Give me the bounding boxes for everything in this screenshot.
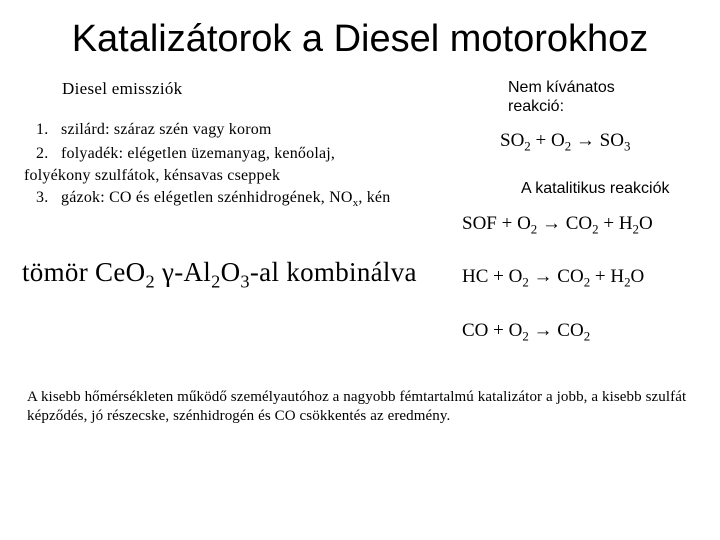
equation-term: CO + O [462,320,523,341]
unwanted-reaction-equation [500,130,630,152]
equation-term: O [630,266,645,287]
item-text: folyadék: elégetlen üzemanyag, kenőolaj, [61,145,336,162]
item-text-tail: , kén [358,189,391,206]
equation-subscript: 3 [623,138,631,154]
equation-subscript: 2 [583,328,591,344]
catalyst-subscript: 2 [211,271,221,292]
item-number: 1. [36,121,49,138]
equation-subscript: 2 [524,138,531,154]
equation-subscript: 2 [624,274,631,290]
item-number: 3. [36,189,49,206]
equation-subscript: 2 [564,138,572,154]
equation-term: → CO [528,266,584,287]
item-text: gázok: CO és elégetlen szénhidrogének, NO [61,189,353,206]
item-number: 2. [36,145,49,162]
equation-subscript: 2 [583,274,591,290]
equation-term: → CO [528,320,584,341]
equation-term: + O [530,130,565,151]
equation-term: → SO [571,130,624,151]
equation-term: SO [500,130,525,151]
equation-term: HC + O [462,266,523,287]
item-subscript: x [352,196,359,209]
emission-item-1 [36,121,272,139]
catalyst-subscript: 2 [145,271,155,292]
item-text: szilárd: száraz szén vagy korom [61,121,272,138]
equation-term: + H [590,266,625,287]
emission-item-2-continued [24,167,280,185]
equation-term: SOF + O [462,213,531,234]
emissions-heading: Diesel emissziók [62,79,183,98]
equation-subscript: 2 [522,328,529,344]
emission-item-3 [36,189,390,207]
conclusion-note: A kisebb hőmérsékleten működő személyautóhoz a nagyobb fémtartalmú katalizátor a jobb, a kisebb szulfát képződés, jó részecske, szénhidrogén és CO csökkentés az eredmény. [27,389,687,424]
catalyst-text: O [220,257,241,287]
catalyst-text: γ-Al [154,257,212,287]
slide-title: Katalizátorok a Diesel motorokhoz [71,18,649,60]
catalyst-subscript: 3 [240,271,250,292]
equation-subscript: 2 [522,274,529,290]
equation-subscript: 2 [632,221,639,237]
equation-term: O [639,213,653,234]
catalyst-text: tömör CeO [22,257,146,287]
catalyst-text: -al kombinálva [249,257,417,287]
item-text: folyékony szulfátok, kénsavas cseppek [24,167,281,184]
catalytic-reaction-3 [462,320,590,342]
catalytic-reaction-1 [462,213,653,235]
unwanted-reaction-label: Nem kívánatos reakció: [508,79,615,115]
equation-subscript: 2 [530,221,538,237]
catalytic-reactions-label: A katalitikus reakciók [521,180,670,197]
equation-subscript: 2 [592,221,599,237]
catalytic-reaction-2 [462,266,644,288]
equation-term: + H [598,213,633,234]
emission-item-2 [36,145,335,163]
catalyst-combination [22,257,417,292]
equation-term: → CO [537,213,593,234]
